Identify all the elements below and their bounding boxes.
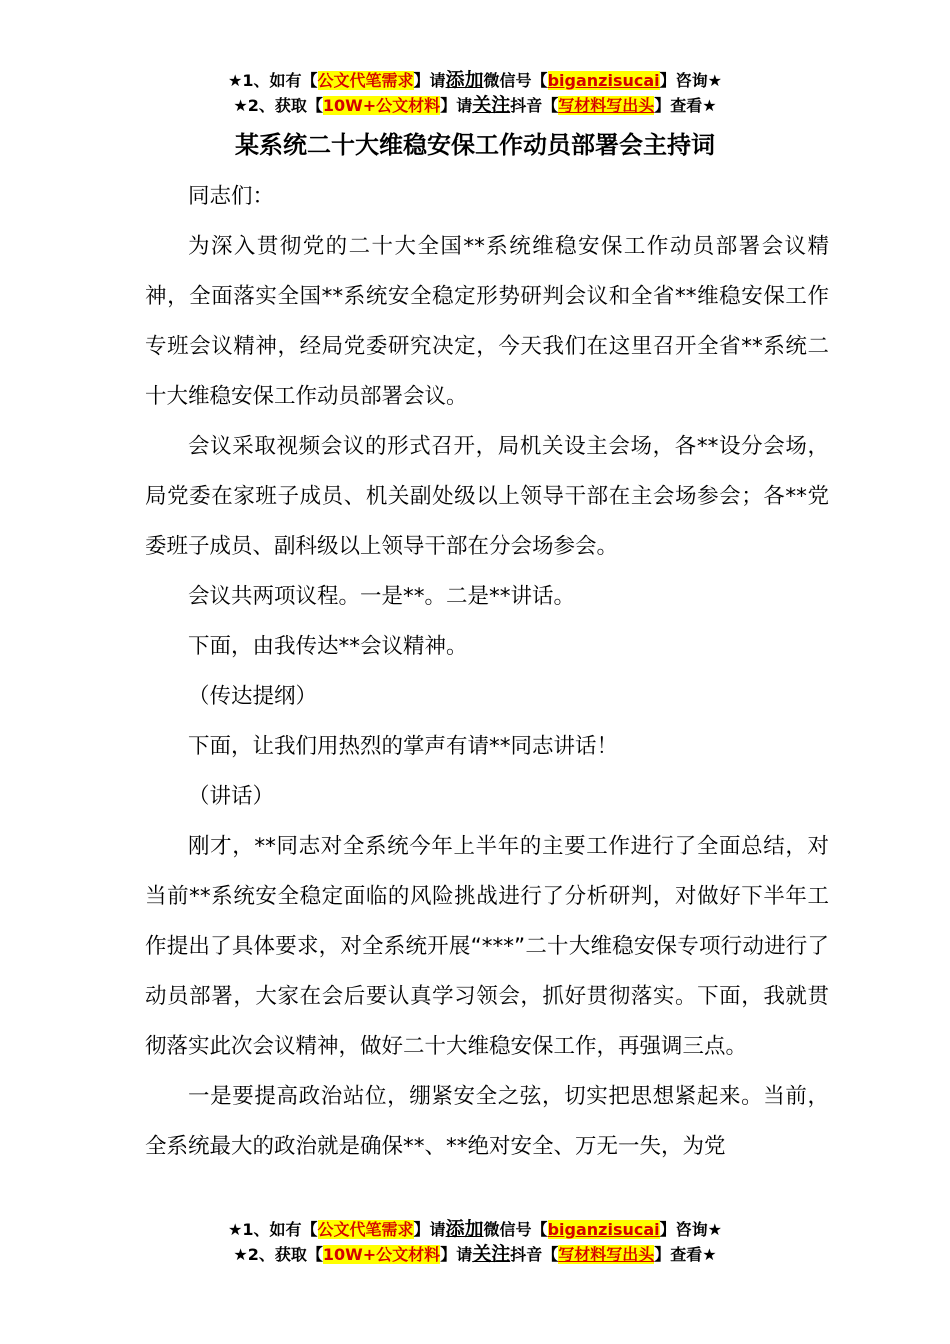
promo-wechat-id: biganzisucai (547, 71, 660, 90)
promo-highlight-service: 公文代笔需求 (317, 71, 414, 90)
paragraph: 一是要提高政治站位，绷紧安全之弦，切实把思想紧起来。当前，全系统最大的政治就是确保**、**绝对安全、万无一失，为党 (145, 1084, 829, 1159)
promo-line-2-bottom: ★2、获取【10W+公文材料】请关注抖音【写材料写出头】查看★ (233, 1243, 717, 1265)
paragraph: （讲话） (188, 784, 275, 809)
paragraph: 为深入贯彻党的二十大全国**系统维稳安保工作动员部署会议精神，全面落实全国**系统安全稳定形势研判会议和全省**维稳安保工作专班会议精神，经局党委研究决定，今天我们在这里召开全省**系统二十大维稳安保工作动员部署会议。 (145, 234, 829, 409)
paragraph: 下面，让我们用热烈的掌声有请**同志讲话！ (188, 734, 619, 759)
paragraph: （传达提纲） (188, 684, 318, 709)
promo-douyin-account: 写材料写出头 (558, 1245, 655, 1264)
paragraph: 下面，由我传达**会议精神。 (188, 634, 468, 659)
promo-highlight-materials: 10W+公文材料 (322, 96, 441, 115)
promo-line-1-bottom: ★1、如有【公文代笔需求】请添加微信号【biganzisucai】咨询★ (228, 1218, 722, 1240)
paragraph: 会议采取视频会议的形式召开，局机关设主会场，各**设分会场，局党委在家班子成员、机关副处级以上领导干部在主会场参会；各**党委班子成员、副科级以上领导干部在分会场参会。 (145, 434, 829, 559)
document-body (145, 172, 829, 1172)
promo-emphasis: 添加 (445, 69, 484, 91)
promo-highlight-service: 公文代笔需求 (317, 1220, 414, 1239)
document-title: 某系统二十大维稳安保工作动员部署会主持词 (235, 131, 715, 159)
salutation: 同志们： (188, 184, 275, 209)
promo-emphasis: 关注 (472, 94, 511, 116)
promo-douyin-account: 写材料写出头 (558, 96, 655, 115)
promo-wechat-id: biganzisucai (547, 1220, 660, 1239)
promo-line-1-top: ★1、如有【公文代笔需求】请添加微信号【biganzisucai】咨询★ (228, 69, 722, 91)
paragraph: 会议共两项议程。一是**。二是**讲话。 (188, 584, 576, 609)
promo-highlight-materials: 10W+公文材料 (322, 1245, 441, 1264)
promo-emphasis: 添加 (445, 1218, 484, 1240)
promo-emphasis: 关注 (472, 1243, 511, 1265)
paragraph: 刚才，**同志对全系统今年上半年的主要工作进行了全面总结，对当前**系统安全稳定面临的风险挑战进行了分析研判，对做好下半年工作提出了具体要求，对全系统开展“***”二十大维稳安保专项行动进行了动员部署，大家在会后要认真学习领会，抓好贯彻落实。下面，我就贯彻落实此次会议精神，做好二十大维稳安保工作，再强调三点。 (145, 834, 829, 1059)
promo-line-2-top: ★2、获取【10W+公文材料】请关注抖音【写材料写出头】查看★ (233, 94, 717, 116)
